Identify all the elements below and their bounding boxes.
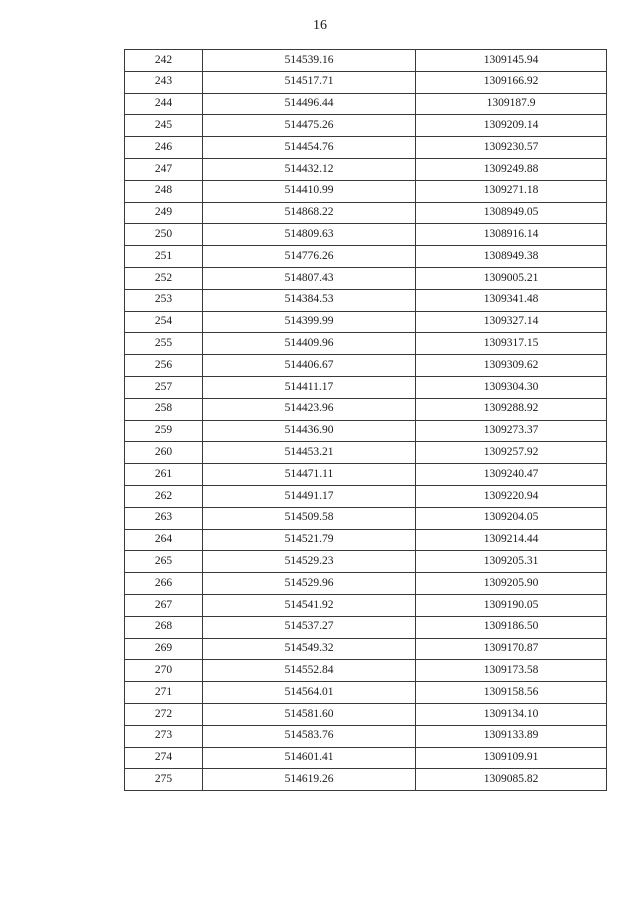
x-coordinate-cell: 514411.17: [203, 376, 416, 398]
x-coordinate-cell: 514409.96: [203, 333, 416, 355]
page-number: 16: [313, 18, 327, 33]
y-coordinate-cell: 1309204.05: [416, 507, 607, 529]
x-coordinate-cell: 514807.43: [203, 267, 416, 289]
point-number-cell: 245: [125, 115, 203, 137]
table-row: [125, 93, 607, 115]
table-row: [125, 703, 607, 725]
x-coordinate-cell: 514537.27: [203, 616, 416, 638]
x-coordinate-cell: 514529.23: [203, 551, 416, 573]
point-number-cell: 242: [125, 50, 203, 72]
table-row: [125, 464, 607, 486]
table-row: [125, 137, 607, 159]
y-coordinate-cell: 1309240.47: [416, 464, 607, 486]
x-coordinate-cell: 514601.41: [203, 747, 416, 769]
table-row: [125, 420, 607, 442]
y-coordinate-cell: 1309005.21: [416, 267, 607, 289]
point-number-cell: 248: [125, 180, 203, 202]
x-coordinate-cell: 514552.84: [203, 660, 416, 682]
y-coordinate-cell: 1309230.57: [416, 137, 607, 159]
x-coordinate-cell: 514496.44: [203, 93, 416, 115]
table-row: [125, 660, 607, 682]
x-coordinate-cell: 514453.21: [203, 442, 416, 464]
point-number-cell: 262: [125, 485, 203, 507]
y-coordinate-cell: 1309173.58: [416, 660, 607, 682]
x-coordinate-cell: 514581.60: [203, 703, 416, 725]
point-number-cell: 271: [125, 682, 203, 704]
point-number-cell: 266: [125, 573, 203, 595]
table-row: [125, 442, 607, 464]
x-coordinate-cell: 514406.67: [203, 355, 416, 377]
x-coordinate-cell: 514432.12: [203, 158, 416, 180]
point-number-cell: 264: [125, 529, 203, 551]
point-number-cell: 244: [125, 93, 203, 115]
y-coordinate-cell: 1309190.05: [416, 594, 607, 616]
y-coordinate-cell: 1309170.87: [416, 638, 607, 660]
table-row: [125, 747, 607, 769]
y-coordinate-cell: 1309109.91: [416, 747, 607, 769]
point-number-cell: 255: [125, 333, 203, 355]
point-number-cell: 252: [125, 267, 203, 289]
point-number-cell: 272: [125, 703, 203, 725]
x-coordinate-cell: 514529.96: [203, 573, 416, 595]
table-row: [125, 507, 607, 529]
y-coordinate-cell: 1309271.18: [416, 180, 607, 202]
y-coordinate-cell: 1309249.88: [416, 158, 607, 180]
x-coordinate-cell: 514436.90: [203, 420, 416, 442]
table-body: [125, 50, 607, 791]
y-coordinate-cell: 1309327.14: [416, 311, 607, 333]
point-number-cell: 268: [125, 616, 203, 638]
point-number-cell: 246: [125, 137, 203, 159]
table-row: [125, 71, 607, 93]
point-number-cell: 250: [125, 224, 203, 246]
x-coordinate-cell: 514384.53: [203, 289, 416, 311]
point-number-cell: 269: [125, 638, 203, 660]
point-number-cell: 260: [125, 442, 203, 464]
y-coordinate-cell: 1309134.10: [416, 703, 607, 725]
table-row: [125, 725, 607, 747]
table-row: [125, 551, 607, 573]
point-number-cell: 247: [125, 158, 203, 180]
y-coordinate-cell: 1309166.92: [416, 71, 607, 93]
point-number-cell: 261: [125, 464, 203, 486]
point-number-cell: 251: [125, 246, 203, 268]
coordinates-table: [124, 49, 607, 791]
table-row: [125, 289, 607, 311]
point-number-cell: 274: [125, 747, 203, 769]
y-coordinate-cell: 1309145.94: [416, 50, 607, 72]
x-coordinate-cell: 514517.71: [203, 71, 416, 93]
y-coordinate-cell: 1309257.92: [416, 442, 607, 464]
point-number-cell: 259: [125, 420, 203, 442]
table-row: [125, 638, 607, 660]
point-number-cell: 273: [125, 725, 203, 747]
table-row: [125, 267, 607, 289]
table-row: [125, 311, 607, 333]
y-coordinate-cell: 1309273.37: [416, 420, 607, 442]
table-row: [125, 115, 607, 137]
y-coordinate-cell: 1309133.89: [416, 725, 607, 747]
y-coordinate-cell: 1308949.38: [416, 246, 607, 268]
y-coordinate-cell: 1309205.31: [416, 551, 607, 573]
y-coordinate-cell: 1309186.50: [416, 616, 607, 638]
x-coordinate-cell: 514521.79: [203, 529, 416, 551]
table-row: [125, 158, 607, 180]
y-coordinate-cell: 1309304.30: [416, 376, 607, 398]
y-coordinate-cell: 1309209.14: [416, 115, 607, 137]
x-coordinate-cell: 514423.96: [203, 398, 416, 420]
table-row: [125, 594, 607, 616]
x-coordinate-cell: 514410.99: [203, 180, 416, 202]
x-coordinate-cell: 514776.26: [203, 246, 416, 268]
y-coordinate-cell: 1309309.62: [416, 355, 607, 377]
point-number-cell: 249: [125, 202, 203, 224]
x-coordinate-cell: 514619.26: [203, 769, 416, 791]
x-coordinate-cell: 514509.58: [203, 507, 416, 529]
y-coordinate-cell: 1309214.44: [416, 529, 607, 551]
table-row: [125, 682, 607, 704]
point-number-cell: 270: [125, 660, 203, 682]
table-row: [125, 573, 607, 595]
x-coordinate-cell: 514809.63: [203, 224, 416, 246]
table-row: [125, 769, 607, 791]
table-row: [125, 180, 607, 202]
table-row: [125, 616, 607, 638]
point-number-cell: 267: [125, 594, 203, 616]
table-row: [125, 376, 607, 398]
y-coordinate-cell: 1309288.92: [416, 398, 607, 420]
y-coordinate-cell: 1309341.48: [416, 289, 607, 311]
x-coordinate-cell: 514491.17: [203, 485, 416, 507]
table-row: [125, 485, 607, 507]
table-row: [125, 246, 607, 268]
y-coordinate-cell: 1309085.82: [416, 769, 607, 791]
table-row: [125, 355, 607, 377]
x-coordinate-cell: 514539.16: [203, 50, 416, 72]
x-coordinate-cell: 514399.99: [203, 311, 416, 333]
x-coordinate-cell: 514454.76: [203, 137, 416, 159]
x-coordinate-cell: 514868.22: [203, 202, 416, 224]
point-number-cell: 263: [125, 507, 203, 529]
y-coordinate-cell: 1309220.94: [416, 485, 607, 507]
x-coordinate-cell: 514471.11: [203, 464, 416, 486]
x-coordinate-cell: 514549.32: [203, 638, 416, 660]
point-number-cell: 254: [125, 311, 203, 333]
point-number-cell: 265: [125, 551, 203, 573]
x-coordinate-cell: 514564.01: [203, 682, 416, 704]
table-row: [125, 398, 607, 420]
y-coordinate-cell: 1308949.05: [416, 202, 607, 224]
x-coordinate-cell: 514583.76: [203, 725, 416, 747]
point-number-cell: 257: [125, 376, 203, 398]
table-row: [125, 529, 607, 551]
point-number-cell: 243: [125, 71, 203, 93]
y-coordinate-cell: 1309317.15: [416, 333, 607, 355]
point-number-cell: 253: [125, 289, 203, 311]
x-coordinate-cell: 514541.92: [203, 594, 416, 616]
point-number-cell: 275: [125, 769, 203, 791]
point-number-cell: 258: [125, 398, 203, 420]
y-coordinate-cell: 1309205.90: [416, 573, 607, 595]
table-row: [125, 202, 607, 224]
table-row: [125, 50, 607, 72]
x-coordinate-cell: 514475.26: [203, 115, 416, 137]
table-row: [125, 333, 607, 355]
point-number-cell: 256: [125, 355, 203, 377]
y-coordinate-cell: 1309158.56: [416, 682, 607, 704]
y-coordinate-cell: 1308916.14: [416, 224, 607, 246]
table-row: [125, 224, 607, 246]
y-coordinate-cell: 1309187.9: [416, 93, 607, 115]
